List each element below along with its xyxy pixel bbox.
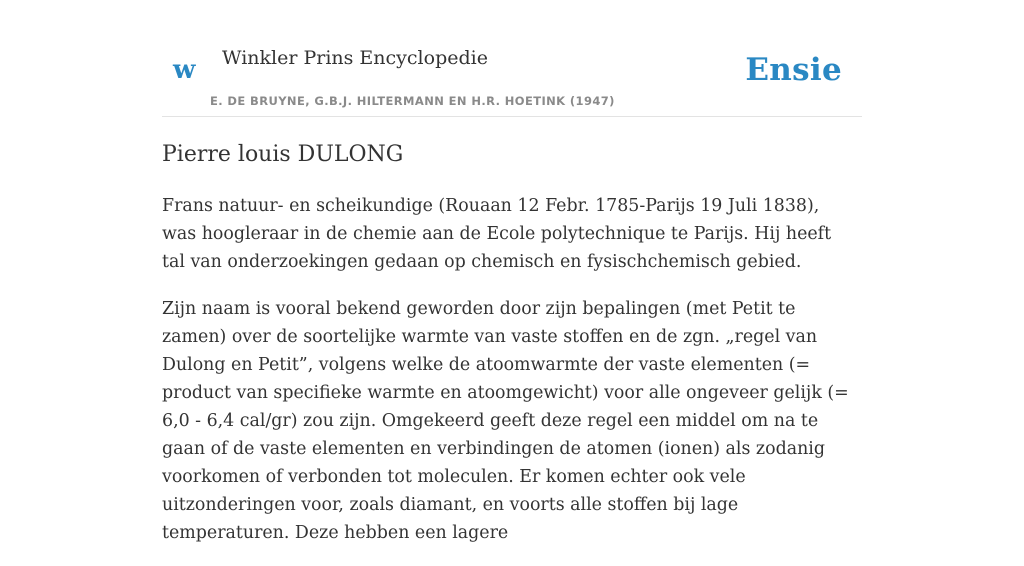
article-paragraph: Zijn naam is vooral bekend geworden door zijn bepalingen (met Petit te zamen) over de soortelijke warmte van vaste stoffen en de zgn. „regel van Dulong en Petit”, volgens welke de atoomwarmte der vaste elementen (= product van specifieke warmte en atoomgewicht) voor alle ongeveer gelijk (= 6,0 - 6,4 cal/gr) zou zijn. Omgekeerd geeft deze regel een middel om na te gaan of de vaste elementen en verbindingen de atomen (ionen) als zodanig voorkomen of verbonden tot moleculen. Er komen echter ook vele uitzonderingen voor, zoals diamant, en voorts alle stoffen bij lage temperaturen. Deze hebben een lagere — [162, 299, 849, 543]
publication-title[interactable]: Winkler Prins Encyclopedie — [222, 47, 488, 69]
article-paragraph: Frans natuur- en scheikundige (Rouaan 12 Febr. 1785-Parijs 19 Juli 1838), was hoogleraar in de chemie aan de Ecole polytechnique te Parijs. Hij heeft tal van onderzoekingen gedaan op chemisch en fysischchemisch gebied. — [162, 196, 832, 272]
publication-logo-icon[interactable]: w — [173, 55, 196, 85]
article-body — [162, 192, 852, 566]
publication-authors: E. DE BRUYNE, G.B.J. HILTERMANN EN H.R. HOETINK (1947) — [210, 94, 615, 108]
article-title: Pierre louis DULONG — [162, 142, 404, 167]
ensie-brand-logo[interactable]: Ensie — [745, 52, 842, 88]
source-header — [162, 40, 862, 117]
